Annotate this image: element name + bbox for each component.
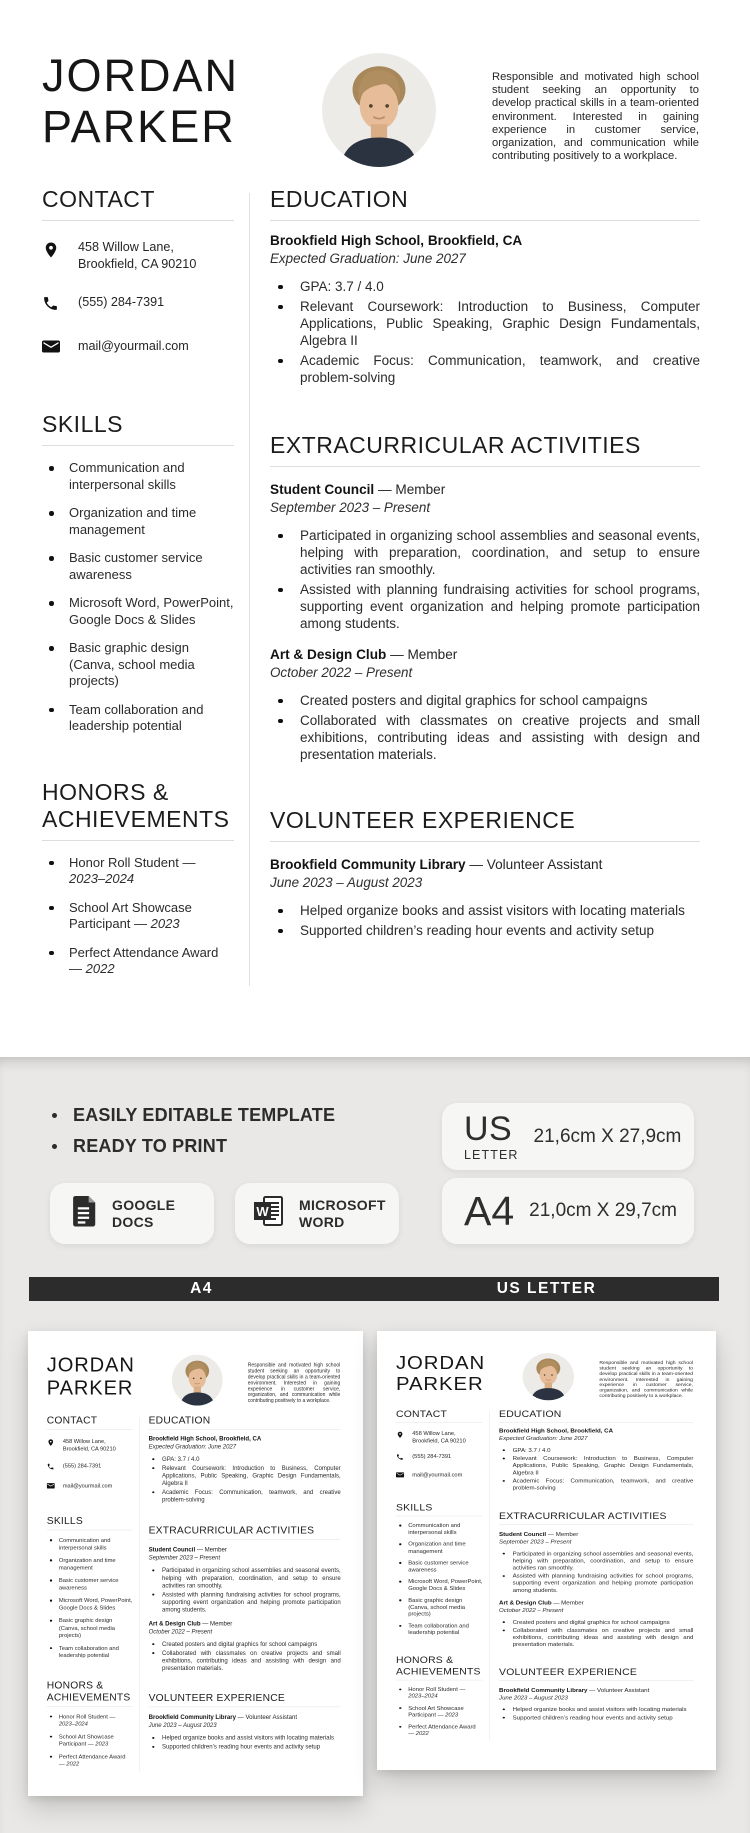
google-docs-icon [67, 1194, 99, 1233]
skill-item: Communication and interpersonal skills [42, 460, 234, 493]
volunteer-title: VOLUNTEER EXPERIENCE [148, 1691, 285, 1704]
bullet-item: Academic Focus: Communication, teamwork, and creative problem-solving [149, 1488, 341, 1503]
skills-title: SKILLS [395, 1501, 433, 1513]
bullet-item: Relevant Coursework: Introduction to Business, Computer Applications, Public Speaking, Graphic Design Fundamentals, Algebra II [499, 1455, 693, 1476]
skill-item: Basic graphic design (Canva, school media projects) [47, 1617, 133, 1639]
candidate-name [42, 50, 239, 152]
bullet-item: Academic Focus: Communication, teamwork, and creative problem-solving [270, 352, 700, 386]
activity-dates: September 2023 – Present [270, 500, 431, 515]
email-icon [47, 1482, 56, 1491]
skills-section [47, 1515, 133, 1660]
education-bullets [149, 1455, 341, 1503]
thumbnail-a4-resume [28, 1331, 363, 1796]
size-card-a4 [442, 1178, 694, 1244]
activity-header: Art & Design Club — Member [270, 647, 458, 662]
profile-summary: Responsible and motivated high school student seeking an opportunity to develop practical skills in a team-oriented environment. Interested in gaining experience in customer service, organization, and communication while contributing positively to a workplace. [247, 1362, 341, 1404]
profile-photo [523, 1353, 575, 1400]
volunteer-dates: June 2023 – August 2023 [148, 1721, 217, 1729]
svg-text:W: W [256, 1204, 269, 1219]
contact-address: 458 Willow Lane, Brookfield, CA 90210 [412, 1430, 466, 1444]
volunteer-header: Brookfield Community Library — Volunteer Assistant [148, 1713, 298, 1721]
profile-summary: Responsible and motivated high school student seeking an opportunity to develop practical skills in a team-oriented environment. Interested in gaining experience in customer service, organization, and communication while contributing positively to a workplace. [492, 71, 699, 163]
skills-title: SKILLS [42, 411, 123, 437]
contact-address-row [42, 239, 234, 273]
left-column [396, 1408, 483, 1742]
education-section [149, 1414, 341, 1503]
bullet-item: Helped organize books and assist visitors with locating materials [499, 1706, 693, 1713]
activity-header: Student Council — Member [499, 1531, 579, 1538]
volunteer-bullets [149, 1734, 341, 1751]
education-school: Brookfield High School, Brookfield, CA [270, 233, 523, 248]
honors-title: HONORS & ACHIEVEMENTS [42, 778, 230, 832]
candidate-first-name: JORDAN [42, 50, 240, 101]
education-graduation: Expected Graduation: June 2027 [499, 1435, 588, 1442]
contact-email-row [47, 1482, 133, 1491]
google-docs-label: GOOGLE DOCS [112, 1196, 176, 1230]
bullet-item: GPA: 3.7 / 4.0 [149, 1455, 341, 1463]
contact-phone: (555) 284-7391 [412, 1453, 452, 1460]
skill-item: Organization and time management [396, 1541, 483, 1555]
activity-bullets [499, 1550, 693, 1594]
contact-section [47, 1414, 133, 1491]
contact-rows [47, 1438, 133, 1492]
activity-header: Student Council — Member [270, 482, 446, 497]
bullet-item: Relevant Coursework: Introduction to Business, Computer Applications, Public Speaking, Graphic Design Fundamentals, Algebra II [149, 1464, 341, 1487]
bullet-item: Relevant Coursework: Introduction to Business, Computer Applications, Public Speaking, Graphic Design Fundamentals, Algebra II [270, 298, 700, 349]
skills-list [396, 1522, 483, 1636]
skill-item: Team collaboration and leadership potential [396, 1622, 483, 1636]
volunteer-section [270, 807, 700, 939]
contact-address-row [47, 1438, 133, 1453]
honor-item: Honor Roll Student — 2023–2024 [42, 855, 234, 888]
size-card-us-letter [442, 1103, 694, 1170]
honors-title: HONORS & ACHIEVEMENTS [395, 1654, 481, 1677]
contact-email: mail@yourmail.com [78, 339, 189, 353]
contact-phone-row [47, 1462, 133, 1472]
profile-photo [322, 53, 436, 167]
right-column [270, 186, 700, 942]
thumbnail-us-letter-preview [377, 1331, 716, 1770]
activity-dates: September 2023 – Present [148, 1554, 221, 1562]
bullet-item: GPA: 3.7 / 4.0 [270, 278, 700, 295]
bullet-item: GPA: 3.7 / 4.0 [499, 1446, 693, 1453]
education-graduation: Expected Graduation: June 2027 [148, 1443, 237, 1450]
skill-item: Microsoft Word, PowerPoint, Google Docs & Slides [42, 595, 234, 628]
bullet-item: Collaborated with classmates on creative projects and small exhibitions, contributing ideas and assisting with design and presentation materials. [499, 1627, 693, 1648]
volunteer-header: Brookfield Community Library — Volunteer Assistant [270, 857, 603, 872]
volunteer-title: VOLUNTEER EXPERIENCE [499, 1666, 638, 1677]
profile-photo [172, 1355, 223, 1406]
a4-format: A4 [464, 1187, 515, 1234]
contact-email-row [42, 338, 234, 359]
activity-entry [499, 1600, 693, 1648]
section-rule [42, 220, 234, 221]
education-title: EDUCATION [270, 186, 409, 212]
activity-header: Art & Design Club — Member [148, 1620, 233, 1627]
honor-item: Perfect Attendance Award — 2022 [47, 1753, 133, 1768]
activity-bullets [270, 692, 700, 763]
activity-bullets [149, 1640, 341, 1672]
honor-item: Perfect Attendance Award — 2022 [396, 1723, 483, 1737]
section-rule [270, 841, 700, 842]
bullet-item: Created posters and digital graphics for school campaigns [149, 1640, 341, 1648]
bullet-item: Supported children’s reading hour events and activity setup [499, 1714, 693, 1721]
volunteer-entry [149, 1714, 341, 1751]
education-school: Brookfield High School, Brookfield, CA [148, 1435, 262, 1442]
activity-header: Art & Design Club — Member [499, 1599, 584, 1606]
contact-phone-row [42, 294, 234, 317]
honors-list [396, 1686, 483, 1737]
activity-dates: October 2022 – Present [499, 1607, 564, 1614]
volunteer-header: Brookfield Community Library — Volunteer Assistant [499, 1686, 650, 1694]
skill-item: Basic graphic design (Canva, school media projects) [42, 640, 234, 690]
bullet-item: Created posters and digital graphics for school campaigns [499, 1618, 693, 1625]
honors-title: HONORS & ACHIEVEMENTS [46, 1678, 131, 1703]
activity-dates: October 2022 – Present [148, 1628, 213, 1635]
skill-item: Basic graphic design (Canva, school media projects) [396, 1597, 483, 1618]
contact-title: CONTACT [42, 186, 155, 212]
volunteer-entry [270, 857, 700, 939]
bullet-item: Collaborated with classmates on creative projects and small exhibitions, contributing ideas and assisting with design and presentation materials. [149, 1649, 341, 1672]
bullet-item: Assisted with planning fundraising activities for school programs, supporting event organization and helping promote participation among students. [270, 581, 700, 632]
extracurricular-title: EXTRACURRICULAR ACTIVITIES [270, 432, 641, 458]
honor-item: Honor Roll Student — 2023–2024 [396, 1686, 483, 1700]
extracurricular-title: EXTRACURRICULAR ACTIVITIES [148, 1523, 315, 1536]
banner-label-a4: A4 [190, 1280, 213, 1297]
skill-item: Microsoft Word, PowerPoint, Google Docs & Slides [396, 1578, 483, 1592]
contact-title: CONTACT [395, 1408, 448, 1420]
extracurricular-section [499, 1510, 693, 1647]
contact-section [42, 186, 234, 359]
microsoft-word-label: MICROSOFT WORD [299, 1196, 386, 1230]
a4-dimensions: 21,0cm X 29,7cm [529, 1200, 677, 1221]
skills-section [42, 411, 234, 735]
app-card-microsoft-word [235, 1183, 399, 1244]
contact-phone-row [396, 1453, 483, 1463]
extracurricular-section [270, 432, 700, 763]
us-letter-format: US LETTER [464, 1109, 519, 1162]
profile-summary: Responsible and motivated high school student seeking an opportunity to develop practical skills in a team-oriented environment. Interested in gaining experience in customer service, organization, and communication while contributing positively to a workplace. [599, 1360, 693, 1399]
location-icon [396, 1430, 405, 1441]
right-column [149, 1414, 341, 1752]
skill-item: Communication and interpersonal skills [47, 1536, 133, 1551]
volunteer-title: VOLUNTEER EXPERIENCE [270, 807, 576, 833]
phone-icon [47, 1462, 56, 1472]
bullet-item: Helped organize books and assist visitors with locating materials [270, 902, 700, 919]
feature-item: READY TO PRINT [52, 1131, 335, 1162]
contact-email: mail@yourmail.com [62, 1482, 113, 1489]
honor-item: School Art Showcase Participant — 2023 [42, 900, 234, 933]
skill-item: Organization and time management [42, 505, 234, 538]
contact-title: CONTACT [46, 1414, 98, 1426]
honors-section [42, 779, 234, 978]
activity-entry [149, 1620, 341, 1672]
section-rule [270, 220, 700, 221]
contact-rows [42, 239, 234, 359]
volunteer-section [149, 1691, 341, 1750]
left-column [47, 1414, 133, 1773]
contact-phone: (555) 284-7391 [62, 1462, 102, 1470]
contact-address: 458 Willow Lane, Brookfield, CA 90210 [62, 1438, 116, 1453]
skill-item: Team collaboration and leadership potential [47, 1644, 133, 1659]
volunteer-dates: June 2023 – August 2023 [270, 875, 423, 890]
bullet-item: Participated in organizing school assemblies and seasonal events, helping with preparation, coordination, and setup to ensure activities ran smoothly. [149, 1566, 341, 1589]
honor-item: Perfect Attendance Award — 2022 [42, 945, 234, 978]
bullet-item: Supported children’s reading hour events and activity setup [270, 922, 700, 939]
email-icon [42, 338, 62, 359]
thumbnail-us-letter-resume [377, 1331, 716, 1770]
activity-entry [149, 1546, 341, 1613]
us-letter-dimensions: 21,6cm X 27,9cm [533, 1125, 682, 1147]
candidate-first-name: JORDAN [395, 1351, 486, 1373]
feature-list [52, 1100, 335, 1162]
contact-phone: (555) 284-7391 [78, 295, 165, 309]
extracurricular-title: EXTRACURRICULAR ACTIVITIES [499, 1510, 667, 1522]
skill-item: Basic customer service awareness [47, 1577, 133, 1592]
bullet-dot [52, 1144, 57, 1149]
activity-bullets [499, 1618, 693, 1647]
skill-item: Organization and time management [47, 1557, 133, 1572]
bullet-item: Assisted with planning fundraising activities for school programs, supporting event organization and helping promote participation among students. [149, 1591, 341, 1614]
candidate-last-name: PARKER [46, 1376, 134, 1399]
education-section [499, 1408, 693, 1491]
contact-section [396, 1408, 483, 1480]
bullet-item: Participated in organizing school assemblies and seasonal events, helping with preparation, coordination, and setup to ensure activities ran smoothly. [270, 527, 700, 578]
column-divider [249, 193, 250, 986]
contact-address: 458 Willow Lane, Brookfield, CA 90210 [78, 240, 197, 271]
bullet-item: Collaborated with classmates on creative projects and small exhibitions, contributing ideas and assisting with design and presentation materials. [270, 712, 700, 763]
contact-email-row [396, 1471, 483, 1480]
contact-address-row [396, 1430, 483, 1444]
education-title: EDUCATION [148, 1414, 211, 1426]
location-icon [47, 1438, 56, 1450]
bullet-dot [52, 1113, 57, 1118]
education-section [270, 186, 700, 386]
volunteer-bullets [499, 1706, 693, 1721]
contact-email: mail@yourmail.com [412, 1471, 463, 1478]
honors-section [396, 1654, 483, 1737]
skill-item: Microsoft Word, PowerPoint, Google Docs & Slides [47, 1597, 133, 1612]
volunteer-dates: June 2023 – August 2023 [499, 1694, 568, 1701]
bullet-item: Helped organize books and assist visitors with locating materials [149, 1734, 341, 1742]
honor-item: School Art Showcase Participant — 2023 [396, 1705, 483, 1719]
extracurricular-section [149, 1524, 341, 1672]
right-column [499, 1408, 693, 1722]
honor-item: Honor Roll Student — 2023–2024 [47, 1713, 133, 1728]
format-banner [29, 1277, 719, 1301]
app-card-google-docs [50, 1183, 214, 1244]
skills-title: SKILLS [46, 1514, 83, 1527]
skills-section [396, 1502, 483, 1636]
bullet-item: Academic Focus: Communication, teamwork, and creative problem-solving [499, 1477, 693, 1491]
skills-list [47, 1536, 133, 1659]
skill-item: Basic customer service awareness [42, 550, 234, 583]
skill-item: Communication and interpersonal skills [396, 1522, 483, 1536]
volunteer-entry [499, 1687, 693, 1721]
education-bullets [270, 278, 700, 386]
skills-list [42, 460, 234, 735]
bullet-item: Created posters and digital graphics for school campaigns [270, 692, 700, 709]
phone-icon [42, 294, 62, 317]
education-bullets [499, 1446, 693, 1491]
honors-section [47, 1679, 133, 1768]
skill-item: Team collaboration and leadership potential [42, 702, 234, 735]
bullet-item: Assisted with planning fundraising activities for school programs, supporting event organization and helping promote participation among students. [499, 1572, 693, 1593]
thumbnail-a4-preview [28, 1331, 363, 1796]
profile-photo-illustration [322, 53, 436, 167]
honors-list [42, 855, 234, 978]
honor-item: School Art Showcase Participant — 2023 [47, 1733, 133, 1748]
activity-header: Student Council — Member [148, 1546, 227, 1554]
profile-photo-illustration [523, 1353, 575, 1400]
phone-icon [396, 1453, 405, 1463]
volunteer-bullets [270, 902, 700, 939]
candidate-last-name: PARKER [42, 101, 236, 152]
activity-bullets [270, 527, 700, 632]
section-rule [270, 466, 700, 467]
contact-rows [396, 1430, 483, 1480]
activity-bullets [149, 1566, 341, 1613]
activity-entry [270, 482, 700, 632]
activity-dates: October 2022 – Present [270, 665, 413, 680]
candidate-first-name: JORDAN [46, 1353, 135, 1377]
email-icon [396, 1471, 405, 1480]
resume-page [28, 1331, 363, 1796]
resume-page [377, 1331, 716, 1770]
candidate-name [396, 1352, 485, 1394]
activity-entry [499, 1531, 693, 1593]
skill-item: Basic customer service awareness [396, 1559, 483, 1573]
education-title: EDUCATION [499, 1408, 562, 1420]
volunteer-section [499, 1666, 693, 1721]
section-rule [42, 840, 234, 841]
education-graduation: Expected Graduation: June 2027 [270, 251, 466, 266]
promo-section [0, 1057, 750, 1833]
honors-list [47, 1713, 133, 1768]
location-icon [42, 239, 62, 265]
activity-entry [270, 647, 700, 763]
bullet-item: Participated in organizing school assemblies and seasonal events, helping with preparation, coordination, and setup to ensure activities ran smoothly. [499, 1550, 693, 1571]
left-column [42, 186, 234, 990]
feature-item: EASILY EDITABLE TEMPLATE [52, 1100, 335, 1131]
section-rule [42, 445, 234, 446]
candidate-name [47, 1353, 135, 1399]
activity-dates: September 2023 – Present [499, 1538, 572, 1545]
education-school: Brookfield High School, Brookfield, CA [499, 1427, 614, 1434]
bullet-item: Supported children’s reading hour events and activity setup [149, 1743, 341, 1751]
microsoft-word-icon [252, 1194, 286, 1233]
profile-photo-illustration [172, 1355, 223, 1406]
banner-label-us-letter: US LETTER [496, 1280, 597, 1297]
candidate-last-name: PARKER [395, 1372, 484, 1395]
